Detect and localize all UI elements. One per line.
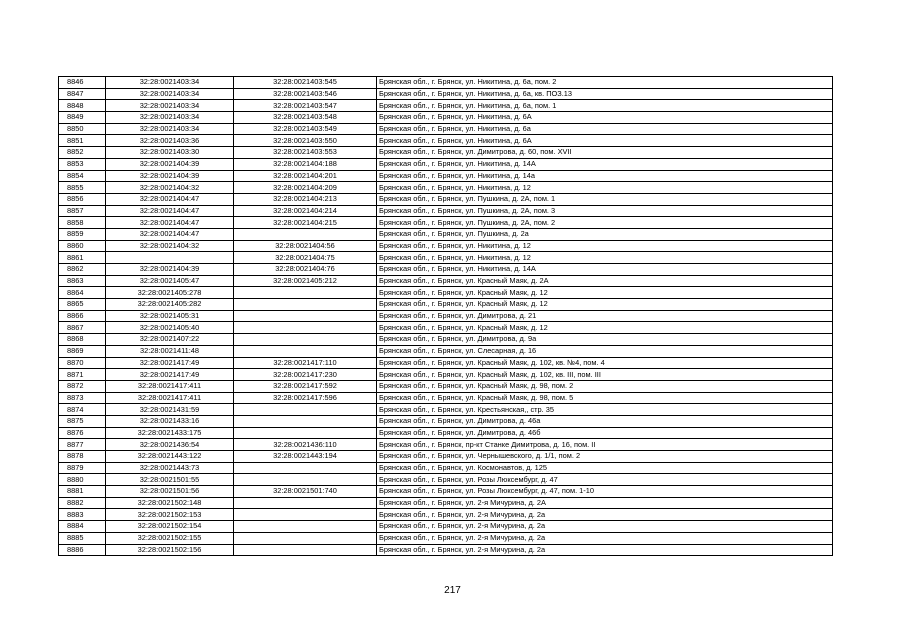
cadastral-number-cell: 32:28:0021501:740 xyxy=(234,486,377,498)
row-number-cell: 8862 xyxy=(59,264,106,276)
row-number-cell: 8873 xyxy=(59,392,106,404)
address-cell: Брянская обл., г. Брянск, ул. Никитина, д. 6а, пом. 2 xyxy=(377,77,833,89)
row-number-cell: 8847 xyxy=(59,88,106,100)
parent-cadastral-number-cell: 32:28:0021403:30 xyxy=(106,147,234,159)
cadastral-number-cell: 32:28:0021404:188 xyxy=(234,158,377,170)
table-row xyxy=(59,287,833,299)
cadastral-number-cell: 32:28:0021404:201 xyxy=(234,170,377,182)
cadastral-number-cell xyxy=(234,544,377,556)
parent-cadastral-number-cell: 32:28:0021443:122 xyxy=(106,451,234,463)
address-cell: Брянская обл., г. Брянск, ул. Пушкина, д. 2а xyxy=(377,228,833,240)
row-number-cell: 8857 xyxy=(59,205,106,217)
table-row xyxy=(59,474,833,486)
address-cell: Брянская обл., г. Брянск, ул. Никитина, д. 6А xyxy=(377,135,833,147)
address-cell: Брянская обл., г. Брянск, ул. Никитина, д. 6а xyxy=(377,123,833,135)
parent-cadastral-number-cell: 32:28:0021403:34 xyxy=(106,123,234,135)
table-row xyxy=(59,322,833,334)
cadastral-number-cell xyxy=(234,427,377,439)
parent-cadastral-number-cell: 32:28:0021405:278 xyxy=(106,287,234,299)
cadastral-number-cell: 32:28:0021405:212 xyxy=(234,275,377,287)
cadastral-number-cell: 32:28:0021403:547 xyxy=(234,100,377,112)
parent-cadastral-number-cell: 32:28:0021417:49 xyxy=(106,357,234,369)
parent-cadastral-number-cell: 32:28:0021417:411 xyxy=(106,380,234,392)
cadastral-number-cell: 32:28:0021403:546 xyxy=(234,88,377,100)
table-row xyxy=(59,509,833,521)
table-row xyxy=(59,112,833,124)
cadastral-number-cell xyxy=(234,509,377,521)
table-row xyxy=(59,380,833,392)
row-number-cell: 8860 xyxy=(59,240,106,252)
parent-cadastral-number-cell: 32:28:0021404:47 xyxy=(106,205,234,217)
parent-cadastral-number-cell: 32:28:0021443:73 xyxy=(106,462,234,474)
row-number-cell: 8885 xyxy=(59,532,106,544)
table-row xyxy=(59,544,833,556)
parent-cadastral-number-cell: 32:28:0021404:32 xyxy=(106,240,234,252)
address-cell: Брянская обл., г. Брянск, пр-кт Станке Димитрова, д. 16, пом. II xyxy=(377,439,833,451)
cadastral-number-cell: 32:28:0021417:110 xyxy=(234,357,377,369)
row-number-cell: 8851 xyxy=(59,135,106,147)
cadastral-number-cell: 32:28:0021404:56 xyxy=(234,240,377,252)
row-number-cell: 8855 xyxy=(59,182,106,194)
table-row xyxy=(59,404,833,416)
parent-cadastral-number-cell: 32:28:0021404:47 xyxy=(106,193,234,205)
row-number-cell: 8874 xyxy=(59,404,106,416)
address-cell: Брянская обл., г. Брянск, ул. Никитина, д. 6а, пом. 1 xyxy=(377,100,833,112)
cadastral-number-cell xyxy=(234,345,377,357)
table-row xyxy=(59,532,833,544)
parent-cadastral-number-cell: 32:28:0021411:48 xyxy=(106,345,234,357)
table-row xyxy=(59,310,833,322)
row-number-cell: 8853 xyxy=(59,158,106,170)
address-cell: Брянская обл., г. Брянск, ул. Красный Маяк, д. 12 xyxy=(377,322,833,334)
address-cell: Брянская обл., г. Брянск, ул. Красный Маяк, д. 98, пом. 5 xyxy=(377,392,833,404)
table-row xyxy=(59,88,833,100)
cadastral-number-cell xyxy=(234,462,377,474)
cadastral-number-cell: 32:28:0021417:596 xyxy=(234,392,377,404)
cadastral-number-cell: 32:28:0021403:553 xyxy=(234,147,377,159)
parent-cadastral-number-cell: 32:28:0021417:411 xyxy=(106,392,234,404)
cadastral-number-cell xyxy=(234,497,377,509)
table-row xyxy=(59,123,833,135)
address-cell: Брянская обл., г. Брянск, ул. Крестьянская,, стр. 35 xyxy=(377,404,833,416)
table-row xyxy=(59,77,833,89)
parent-cadastral-number-cell: 32:28:0021403:36 xyxy=(106,135,234,147)
table-row xyxy=(59,240,833,252)
address-cell: Брянская обл., г. Брянск, ул. Димитрова, д. 9а xyxy=(377,334,833,346)
address-cell: Брянская обл., г. Брянск, ул. Красный Маяк, д. 12 xyxy=(377,287,833,299)
cadastral-number-cell xyxy=(234,322,377,334)
cadastral-number-cell: 32:28:0021417:592 xyxy=(234,380,377,392)
address-cell: Брянская обл., г. Брянск, ул. Димитрова, д. 46а xyxy=(377,415,833,427)
cadastral-number-cell: 32:28:0021436:110 xyxy=(234,439,377,451)
row-number-cell: 8856 xyxy=(59,193,106,205)
table-row xyxy=(59,252,833,264)
parent-cadastral-number-cell: 32:28:0021502:153 xyxy=(106,509,234,521)
row-number-cell: 8868 xyxy=(59,334,106,346)
row-number-cell: 8882 xyxy=(59,497,106,509)
row-number-cell: 8863 xyxy=(59,275,106,287)
cadastral-number-cell: 32:28:0021403:548 xyxy=(234,112,377,124)
parent-cadastral-number-cell: 32:28:0021502:155 xyxy=(106,532,234,544)
address-cell: Брянская обл., г. Брянск, ул. Димитрова, д. 60, пом. XVII xyxy=(377,147,833,159)
page-number: 217 xyxy=(444,585,461,596)
parent-cadastral-number-cell: 32:28:0021501:56 xyxy=(106,486,234,498)
address-cell: Брянская обл., г. Брянск, ул. Космонавтов, д. 125 xyxy=(377,462,833,474)
row-number-cell: 8867 xyxy=(59,322,106,334)
row-number-cell: 8850 xyxy=(59,123,106,135)
table-row xyxy=(59,439,833,451)
address-cell: Брянская обл., г. Брянск, ул. Красный Маяк, д. 98, пом. 2 xyxy=(377,380,833,392)
cadastral-number-cell: 32:28:0021404:214 xyxy=(234,205,377,217)
parent-cadastral-number-cell: 32:28:0021404:47 xyxy=(106,228,234,240)
parent-cadastral-number-cell: 32:28:0021407:22 xyxy=(106,334,234,346)
address-cell: Брянская обл., г. Брянск, ул. Пушкина, д. 2А, пом. 1 xyxy=(377,193,833,205)
cadastral-number-cell xyxy=(234,228,377,240)
table-row xyxy=(59,451,833,463)
address-cell: Брянская обл., г. Брянск, ул. Розы Люксембург, д. 47, пом. 1-10 xyxy=(377,486,833,498)
address-cell: Брянская обл., г. Брянск, ул. 2-я Мичурина, д. 2А xyxy=(377,497,833,509)
table-row xyxy=(59,345,833,357)
address-cell: Брянская обл., г. Брянск, ул. 2-я Мичурина, д. 2а xyxy=(377,509,833,521)
cadastral-number-cell xyxy=(234,474,377,486)
parent-cadastral-number-cell: 32:28:0021405:40 xyxy=(106,322,234,334)
parent-cadastral-number-cell: 32:28:0021403:34 xyxy=(106,77,234,89)
row-number-cell: 8876 xyxy=(59,427,106,439)
table-row xyxy=(59,334,833,346)
address-cell: Брянская обл., г. Брянск, ул. Димитрова, д. 46б xyxy=(377,427,833,439)
address-cell: Брянская обл., г. Брянск, ул. 2-я Мичурина, д. 2а xyxy=(377,532,833,544)
table-row xyxy=(59,392,833,404)
parent-cadastral-number-cell: 32:28:0021404:39 xyxy=(106,158,234,170)
table-row xyxy=(59,217,833,229)
row-number-cell: 8852 xyxy=(59,147,106,159)
parent-cadastral-number-cell: 32:28:0021404:39 xyxy=(106,170,234,182)
cadastral-number-cell: 32:28:0021403:545 xyxy=(234,77,377,89)
address-cell: Брянская обл., г. Брянск, ул. Красный Маяк, д. 102, кв. III, пом. III xyxy=(377,369,833,381)
row-number-cell: 8846 xyxy=(59,77,106,89)
cadastral-number-cell xyxy=(234,299,377,311)
address-cell: Брянская обл., г. Брянск, ул. Никитина, д. 12 xyxy=(377,240,833,252)
row-number-cell: 8858 xyxy=(59,217,106,229)
cadastral-number-cell: 32:28:0021404:213 xyxy=(234,193,377,205)
table-row xyxy=(59,170,833,182)
table-row xyxy=(59,357,833,369)
cadastral-number-cell xyxy=(234,334,377,346)
parent-cadastral-number-cell: 32:28:0021433:175 xyxy=(106,427,234,439)
address-cell: Брянская обл., г. Брянск, ул. Пушкина, д. 2А, пом. 3 xyxy=(377,205,833,217)
table-row xyxy=(59,275,833,287)
cadastral-number-cell xyxy=(234,310,377,322)
row-number-cell: 8880 xyxy=(59,474,106,486)
cadastral-number-cell: 32:28:0021403:550 xyxy=(234,135,377,147)
row-number-cell: 8872 xyxy=(59,380,106,392)
table-row xyxy=(59,147,833,159)
cadastral-number-cell: 32:28:0021443:194 xyxy=(234,451,377,463)
cadastral-number-cell xyxy=(234,415,377,427)
cadastral-number-cell xyxy=(234,287,377,299)
row-number-cell: 8877 xyxy=(59,439,106,451)
row-number-cell: 8865 xyxy=(59,299,106,311)
address-cell: Брянская обл., г. Брянск, ул. Никитина, д. 6А xyxy=(377,112,833,124)
table-row xyxy=(59,486,833,498)
address-cell: Брянская обл., г. Брянск, ул. 2-я Мичурина, д. 2а xyxy=(377,544,833,556)
row-number-cell: 8854 xyxy=(59,170,106,182)
row-number-cell: 8866 xyxy=(59,310,106,322)
parent-cadastral-number-cell: 32:28:0021405:47 xyxy=(106,275,234,287)
address-cell: Брянская обл., г. Брянск, ул. Чернышевского, д. 1/1, пом. 2 xyxy=(377,451,833,463)
row-number-cell: 8884 xyxy=(59,521,106,533)
address-cell: Брянская обл., г. Брянск, ул. Слесарная, д. 16 xyxy=(377,345,833,357)
parent-cadastral-number-cell: 32:28:0021404:32 xyxy=(106,182,234,194)
parent-cadastral-number-cell: 32:28:0021417:49 xyxy=(106,369,234,381)
parent-cadastral-number-cell: 32:28:0021502:154 xyxy=(106,521,234,533)
table-row xyxy=(59,205,833,217)
row-number-cell: 8861 xyxy=(59,252,106,264)
cadastral-number-cell xyxy=(234,404,377,416)
row-number-cell: 8871 xyxy=(59,369,106,381)
cadastral-number-cell: 32:28:0021404:209 xyxy=(234,182,377,194)
parent-cadastral-number-cell: 32:28:0021433:16 xyxy=(106,415,234,427)
parent-cadastral-number-cell: 32:28:0021403:34 xyxy=(106,112,234,124)
table-row xyxy=(59,521,833,533)
parent-cadastral-number-cell: 32:28:0021431:59 xyxy=(106,404,234,416)
cadastral-number-cell: 32:28:0021404:215 xyxy=(234,217,377,229)
row-number-cell: 8886 xyxy=(59,544,106,556)
row-number-cell: 8864 xyxy=(59,287,106,299)
row-number-cell: 8848 xyxy=(59,100,106,112)
address-cell: Брянская обл., г. Брянск, ул. 2-я Мичурина, д. 2а xyxy=(377,521,833,533)
cadastral-number-cell: 32:28:0021417:230 xyxy=(234,369,377,381)
cadastral-number-cell xyxy=(234,521,377,533)
parent-cadastral-number-cell xyxy=(106,252,234,264)
row-number-cell: 8875 xyxy=(59,415,106,427)
table-row xyxy=(59,427,833,439)
address-cell: Брянская обл., г. Брянск, ул. Никитина, д. 14А xyxy=(377,158,833,170)
parent-cadastral-number-cell: 32:28:0021405:282 xyxy=(106,299,234,311)
cadastral-number-cell: 32:28:0021404:75 xyxy=(234,252,377,264)
row-number-cell: 8869 xyxy=(59,345,106,357)
address-cell: Брянская обл., г. Брянск, ул. Красный Маяк, д. 102, кв. №4, пом. 4 xyxy=(377,357,833,369)
parent-cadastral-number-cell: 32:28:0021502:148 xyxy=(106,497,234,509)
parent-cadastral-number-cell: 32:28:0021403:34 xyxy=(106,88,234,100)
address-cell: Брянская обл., г. Брянск, ул. Красный Маяк, д. 2А xyxy=(377,275,833,287)
table-row xyxy=(59,299,833,311)
table-row xyxy=(59,182,833,194)
address-cell: Брянская обл., г. Брянск, ул. Никитина, д. 6а, кв. ПОЗ.13 xyxy=(377,88,833,100)
table-row xyxy=(59,264,833,276)
cadastral-table xyxy=(58,76,833,556)
parent-cadastral-number-cell: 32:28:0021404:39 xyxy=(106,264,234,276)
table-row xyxy=(59,158,833,170)
address-cell: Брянская обл., г. Брянск, ул. Красный Маяк, д. 12 xyxy=(377,299,833,311)
parent-cadastral-number-cell: 32:28:0021403:34 xyxy=(106,100,234,112)
address-cell: Брянская обл., г. Брянск, ул. Никитина, д. 12 xyxy=(377,182,833,194)
parent-cadastral-number-cell: 32:28:0021502:156 xyxy=(106,544,234,556)
table-row xyxy=(59,415,833,427)
cadastral-number-cell: 32:28:0021404:76 xyxy=(234,264,377,276)
row-number-cell: 8881 xyxy=(59,486,106,498)
address-cell: Брянская обл., г. Брянск, ул. Пушкина, д. 2А, пом. 2 xyxy=(377,217,833,229)
table-row xyxy=(59,497,833,509)
cadastral-number-cell xyxy=(234,532,377,544)
address-cell: Брянская обл., г. Брянск, ул. Никитина, д. 14А xyxy=(377,264,833,276)
address-cell: Брянская обл., г. Брянск, ул. Димитрова, д. 21 xyxy=(377,310,833,322)
parent-cadastral-number-cell: 32:28:0021404:47 xyxy=(106,217,234,229)
row-number-cell: 8870 xyxy=(59,357,106,369)
parent-cadastral-number-cell: 32:28:0021501:55 xyxy=(106,474,234,486)
parent-cadastral-number-cell: 32:28:0021436:54 xyxy=(106,439,234,451)
row-number-cell: 8878 xyxy=(59,451,106,463)
table-row xyxy=(59,100,833,112)
row-number-cell: 8849 xyxy=(59,112,106,124)
table-row xyxy=(59,462,833,474)
table-row xyxy=(59,193,833,205)
cadastral-number-cell: 32:28:0021403:549 xyxy=(234,123,377,135)
row-number-cell: 8883 xyxy=(59,509,106,521)
table-body xyxy=(59,77,833,556)
parent-cadastral-number-cell: 32:28:0021405:31 xyxy=(106,310,234,322)
table-row xyxy=(59,135,833,147)
address-cell: Брянская обл., г. Брянск, ул. Никитина, д. 14а xyxy=(377,170,833,182)
table-row xyxy=(59,228,833,240)
row-number-cell: 8859 xyxy=(59,228,106,240)
address-cell: Брянская обл., г. Брянск, ул. Розы Люксембург, д. 47 xyxy=(377,474,833,486)
row-number-cell: 8879 xyxy=(59,462,106,474)
table-row xyxy=(59,369,833,381)
address-cell: Брянская обл., г. Брянск, ул. Никитина, д. 12 xyxy=(377,252,833,264)
